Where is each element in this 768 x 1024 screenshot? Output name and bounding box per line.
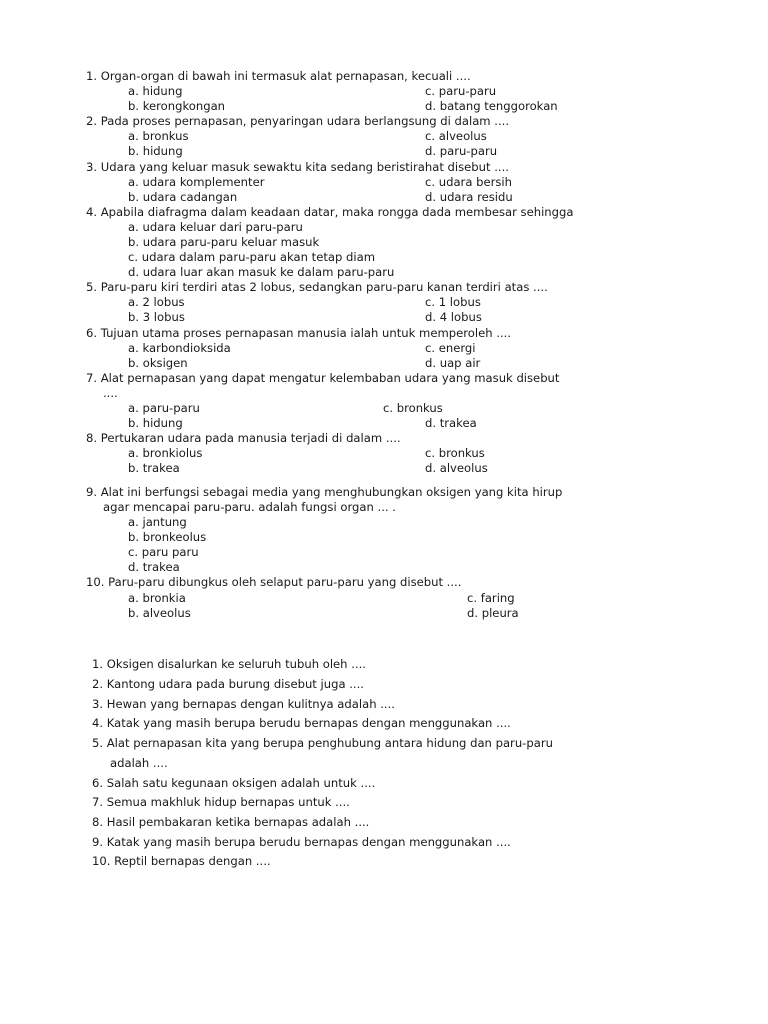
q8-option-d: d. alveolus [425, 461, 488, 475]
essay-question-4: 4. Katak yang masih berupa berudu bernapas dengan menggunakan .... [92, 716, 511, 730]
essay-question-7: 7. Semua makhluk hidup bernapas untuk .... [92, 795, 350, 809]
question-10: 10. Paru-paru dibungkus oleh selaput paru-paru yang disebut .... [86, 575, 462, 589]
q9-option-b: b. bronkeolus [128, 530, 207, 544]
question-2: 2. Pada proses pernapasan, penyaringan udara berlangsung di dalam .... [86, 114, 510, 128]
q5-option-a: a. 2 lobus [128, 295, 185, 309]
essay-question-6: 6. Salah satu kegunaan oksigen adalah untuk .... [92, 776, 376, 790]
essay-question-9: 9. Katak yang masih berupa berudu bernapas dengan menggunakan .... [92, 835, 511, 849]
essay-question-10: 10. Reptil bernapas dengan .... [92, 854, 271, 868]
q5-option-d: d. 4 lobus [425, 310, 482, 324]
q4-option-d: d. udara luar akan masuk ke dalam paru-paru [128, 265, 395, 279]
q2-option-d: d. paru-paru [425, 144, 498, 158]
q6-option-c: c. energi [425, 341, 476, 355]
q3-option-b: b. udara cadangan [128, 190, 238, 204]
q3-option-a: a. udara komplementer [128, 175, 265, 189]
q4-option-b: b. udara paru-paru keluar masuk [128, 235, 320, 249]
q10-option-d: d. pleura [467, 606, 519, 620]
q2-option-a: a. bronkus [128, 129, 189, 143]
question-3: 3. Udara yang keluar masuk sewaktu kita sedang beristirahat disebut .... [86, 160, 509, 174]
q8-option-c: c. bronkus [425, 446, 485, 460]
q6-option-d: d. uap air [425, 356, 481, 370]
question-5: 5. Paru-paru kiri terdiri atas 2 lobus, sedangkan paru-paru kanan terdiri atas .... [86, 280, 548, 294]
essay-question-5-continuation: adalah .... [110, 756, 168, 770]
q9-option-d: d. trakea [128, 560, 180, 574]
question-9-continuation: agar mencapai paru-paru. adalah fungsi organ ... . [103, 500, 396, 514]
q8-option-a: a. bronkiolus [128, 446, 203, 460]
q1-option-c: c. paru-paru [425, 84, 497, 98]
q10-option-b: b. alveolus [128, 606, 191, 620]
q3-option-c: c. udara bersih [425, 175, 512, 189]
question-1: 1. Organ-organ di bawah ini termasuk alat pernapasan, kecuali .... [86, 69, 471, 83]
question-9: 9. Alat ini berfungsi sebagai media yang menghubungkan oksigen yang kita hirup [86, 485, 563, 499]
q7-option-c: c. bronkus [383, 401, 443, 415]
q1-option-a: a. hidung [128, 84, 183, 98]
essay-question-8: 8. Hasil pembakaran ketika bernapas adalah .... [92, 815, 370, 829]
q5-option-b: b. 3 lobus [128, 310, 185, 324]
essay-question-2: 2. Kantong udara pada burung disebut juga .... [92, 677, 364, 691]
q5-option-c: c. 1 lobus [425, 295, 481, 309]
question-6: 6. Tujuan utama proses pernapasan manusia ialah untuk memperoleh .... [86, 326, 511, 340]
question-7-continuation: .... [103, 386, 118, 400]
question-4: 4. Apabila diafragma dalam keadaan datar, maka rongga dada membesar sehingga [86, 205, 574, 219]
q1-option-b: b. kerongkongan [128, 99, 226, 113]
q10-option-a: a. bronkia [128, 591, 186, 605]
q6-option-a: a. karbondioksida [128, 341, 231, 355]
q9-option-c: c. paru paru [128, 545, 199, 559]
q6-option-b: b. oksigen [128, 356, 188, 370]
q7-option-a: a. paru-paru [128, 401, 200, 415]
q7-option-b: b. hidung [128, 416, 183, 430]
q4-option-a: a. udara keluar dari paru-paru [128, 220, 303, 234]
q3-option-d: d. udara residu [425, 190, 513, 204]
essay-question-5: 5. Alat pernapasan kita yang berupa penghubung antara hidung dan paru-paru [92, 736, 553, 750]
q9-option-a: a. jantung [128, 515, 187, 529]
q2-option-c: c. alveolus [425, 129, 487, 143]
q8-option-b: b. trakea [128, 461, 180, 475]
essay-question-3: 3. Hewan yang bernapas dengan kulitnya adalah .... [92, 697, 395, 711]
essay-question-1: 1. Oksigen disalurkan ke seluruh tubuh oleh .... [92, 657, 366, 671]
q10-option-c: c. faring [467, 591, 515, 605]
q4-option-c: c. udara dalam paru-paru akan tetap diam [128, 250, 376, 264]
question-8: 8. Pertukaran udara pada manusia terjadi di dalam .... [86, 431, 401, 445]
question-7: 7. Alat pernapasan yang dapat mengatur kelembaban udara yang masuk disebut [86, 371, 560, 385]
q1-option-d: d. batang tenggorokan [425, 99, 558, 113]
q7-option-d: d. trakea [425, 416, 477, 430]
q2-option-b: b. hidung [128, 144, 183, 158]
